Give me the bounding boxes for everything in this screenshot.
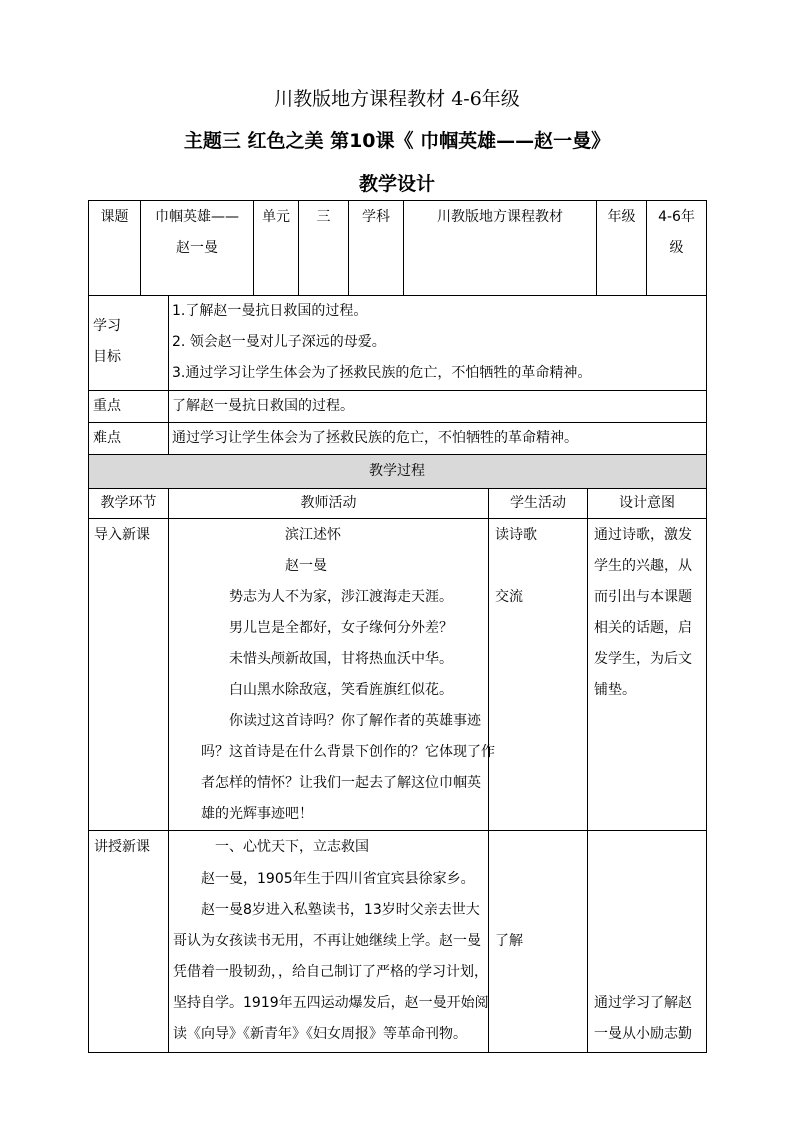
intro-intent-line: 通过诗歌，激发 — [594, 527, 692, 543]
lecture-line: 坚持自学。1919年五四运动爆发后，赵一曼开始阅 — [173, 995, 489, 1011]
intro-intent-line: 而引出与本课题 — [594, 589, 692, 605]
lecture-line: 读《向导》《新青年》《妇女周报》等革命刊物。 — [173, 1026, 467, 1042]
poem-line: 白山黑水除敌寇，笑看旌旗红似花。 — [229, 682, 453, 698]
lecture-intent-line: 通过学习了解赵 — [594, 995, 692, 1011]
poem-line: 未惜头颅新故国，甘将热血沃中华。 — [229, 651, 453, 667]
unit-value: 三 — [316, 209, 331, 225]
difficulty-label: 难点 — [93, 430, 121, 446]
poem-title: 滨江述怀 — [285, 527, 341, 543]
lecture-student-activity: 了解 — [495, 933, 523, 949]
col-intent-header: 设计意图 — [619, 495, 675, 511]
intro-intent-line: 相关的话题，启 — [594, 620, 692, 636]
lecture-line: 赵一曼8岁进入私塾读书，13岁时父亲去世大 — [201, 902, 480, 918]
intro-paragraph-line: 雄的光辉事迹吧！ — [201, 806, 313, 822]
objective-item: 3.通过学习让学生体会为了拯救民族的危亡，不怕牺牲的革命精神。 — [172, 365, 592, 381]
doc-header-title: 教学设计 — [358, 173, 435, 195]
objectives-label-line2: 目标 — [93, 349, 121, 365]
intro-student-activity: 交流 — [495, 589, 523, 605]
intro-intent-line: 铺垫。 — [594, 682, 636, 698]
lecture-intent-line: 一曼从小励志勤 — [594, 1026, 692, 1042]
grade-label: 年级 — [607, 209, 636, 225]
doc-header-lesson: 主题三 红色之美 第10课《 巾帼英雄——赵一曼》 — [183, 130, 611, 152]
key-point-label: 重点 — [93, 398, 121, 414]
poem-line: 男儿岂是全都好，女子缘何分外差？ — [229, 620, 453, 636]
keti-label: 课题 — [100, 209, 129, 225]
lecture-line: 哥认为女孩读书无用，不再让她继续上学。赵一曼 — [173, 933, 481, 949]
lecture-heading: 一、心忧天下，立志救国 — [215, 839, 369, 855]
objectives-label-line1: 学习 — [93, 318, 121, 334]
intro-intent-line: 发学生，为后文 — [594, 651, 692, 667]
lecture-line: 凭借着一股韧劲，，给自己制订了严格的学习计划， — [173, 964, 488, 980]
col-stage-header: 教学环节 — [100, 495, 157, 511]
lecture-line: 赵一曼，1905年生于四川省宜宾县徐家乡。 — [201, 871, 475, 887]
intro-paragraph-line: 你读过这首诗吗？你了解作者的英雄事迹 — [229, 713, 481, 729]
intro-paragraph-line: 者怎样的情怀？让我们一起去了解这位巾帼英 — [201, 775, 481, 791]
poem-author: 赵一曼 — [285, 558, 327, 574]
objective-item: 2. 领会赵一曼对儿子深远的母爱。 — [172, 334, 386, 350]
subject-label: 学科 — [362, 209, 390, 225]
doc-header-series: 川教版地方课程教材 4-6年级 — [274, 88, 520, 110]
subject-value: 川教版地方课程教材 — [437, 209, 563, 225]
intro-paragraph-line: 吗？这首诗是在什么背景下创作的？它体现了作 — [201, 744, 495, 760]
grade-value-line2: 级 — [669, 240, 684, 256]
intro-intent-line: 学生的兴趣，从 — [594, 558, 692, 574]
intro-student-activity: 读诗歌 — [495, 527, 537, 543]
unit-label: 单元 — [262, 209, 290, 225]
difficulty-value: 通过学习让学生体会为了拯救民族的危亡，不怕牺牲的革命精神。 — [172, 430, 578, 446]
col-student-header: 学生活动 — [510, 495, 566, 511]
poem-line: 势志为人不为家，涉江渡海走天涯。 — [229, 589, 453, 605]
keti-value-line1: 巾帼英雄—— — [155, 209, 239, 225]
key-point-value: 了解赵一曼抗日救国的过程。 — [172, 398, 354, 414]
objective-item: 1.了解赵一曼抗日救国的过程。 — [172, 303, 368, 319]
keti-value-line2: 赵一曼 — [176, 240, 218, 256]
grade-value-line1: 4-6年 — [658, 209, 695, 225]
process-title: 教学过程 — [369, 463, 425, 479]
col-teacher-header: 教师活动 — [300, 495, 357, 511]
lecture-stage: 讲授新课 — [94, 839, 150, 855]
intro-stage: 导入新课 — [94, 527, 150, 543]
